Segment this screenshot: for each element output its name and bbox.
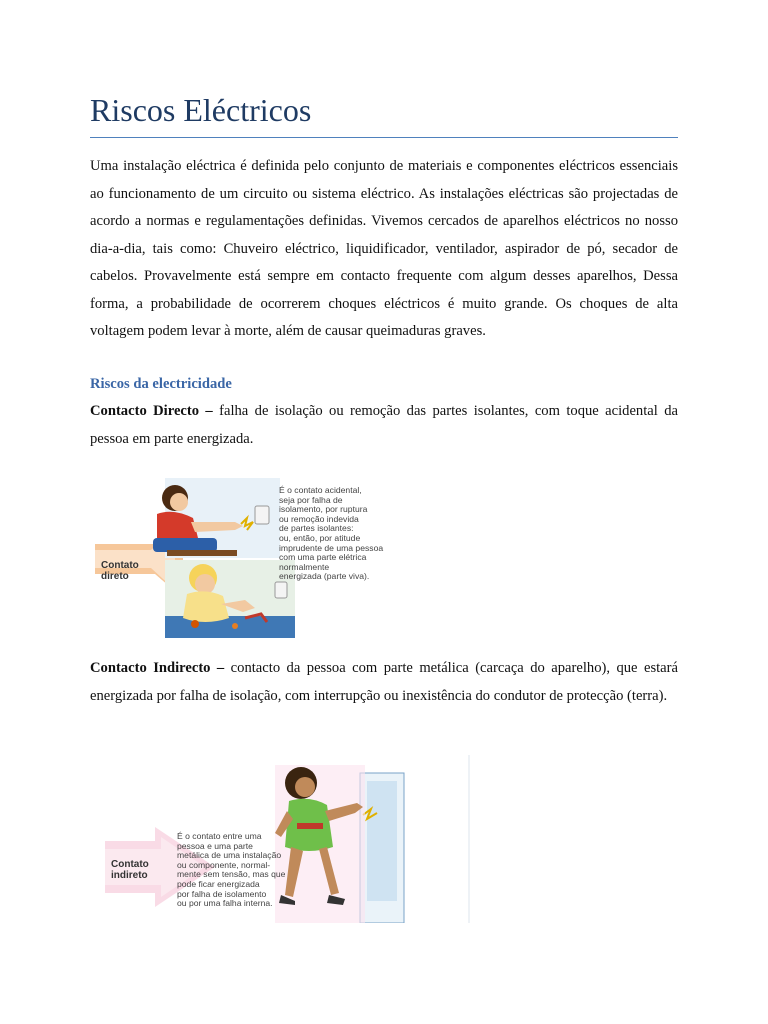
direct-contact-paragraph — [90, 398, 678, 453]
indirect-contact-tag: Contato indireto — [111, 859, 149, 881]
page-title: Riscos Eléctricos — [90, 92, 312, 128]
intro-paragraph: Uma instalação eléctrica é definida pelo conjunto de materiais e componentes eléctricos essenciais ao funcionamento de um circuito ou sistema eléctrico. As instalações eléctricas são projectadas de acordo a normas e regulamentações definidas. Vivemos cercados de aparelhos eléctricos no nosso dia-a-dia, tais como: Chuveiro eléctrico, liquidificador, ventilador, aspirador de pó, secador de cabelos. Provavelmente está sempre em contacto frequente com algum desses aparelhos, Dessa forma, a probabilidade de ocorrerem choques eléctricos é muito grande. Os choques de alta voltagem podem levar à morte, além de causar queimaduras graves. — [90, 158, 678, 339]
indirect-contact-text: contacto da pessoa com parte metálica (carcaça do aparelho), que estará energizada por falha de isolação, com interrupção ou inexistência do condutor de protecção (terra). — [90, 660, 678, 704]
title-underline — [90, 137, 678, 138]
indirect-contact-figure — [105, 755, 471, 923]
direct-contact-term: Contacto Directo – — [90, 403, 213, 419]
indirect-contact-term: Contacto Indirecto – — [90, 660, 225, 676]
direct-contact-caption: É o contato acidental, seja por falha de isolamento, por ruptura ou remoção indevida de partes isolantes: ou, então, por atitude imprudente de uma pessoa com uma parte elétrica normalmente energizada (parte viva). — [279, 485, 384, 582]
direct-contact-text: falha de isolação ou remoção das partes isolantes, com toque acidental da pessoa em parte energizada. — [90, 403, 678, 447]
direct-contact-figure — [95, 478, 415, 638]
indirect-contact-illustration — [105, 755, 471, 923]
section-heading: Riscos da electricidade — [90, 376, 232, 392]
direct-contact-tag: Contato direto — [101, 560, 139, 582]
indirect-contact-paragraph — [90, 655, 678, 710]
indirect-contact-caption: É o contato entre uma pessoa e uma parte metálica de uma instalação ou componente, normal- mente sem tensão, mas que pode ficar energizada por falha de isolamento ou por uma falha interna. — [177, 831, 286, 909]
